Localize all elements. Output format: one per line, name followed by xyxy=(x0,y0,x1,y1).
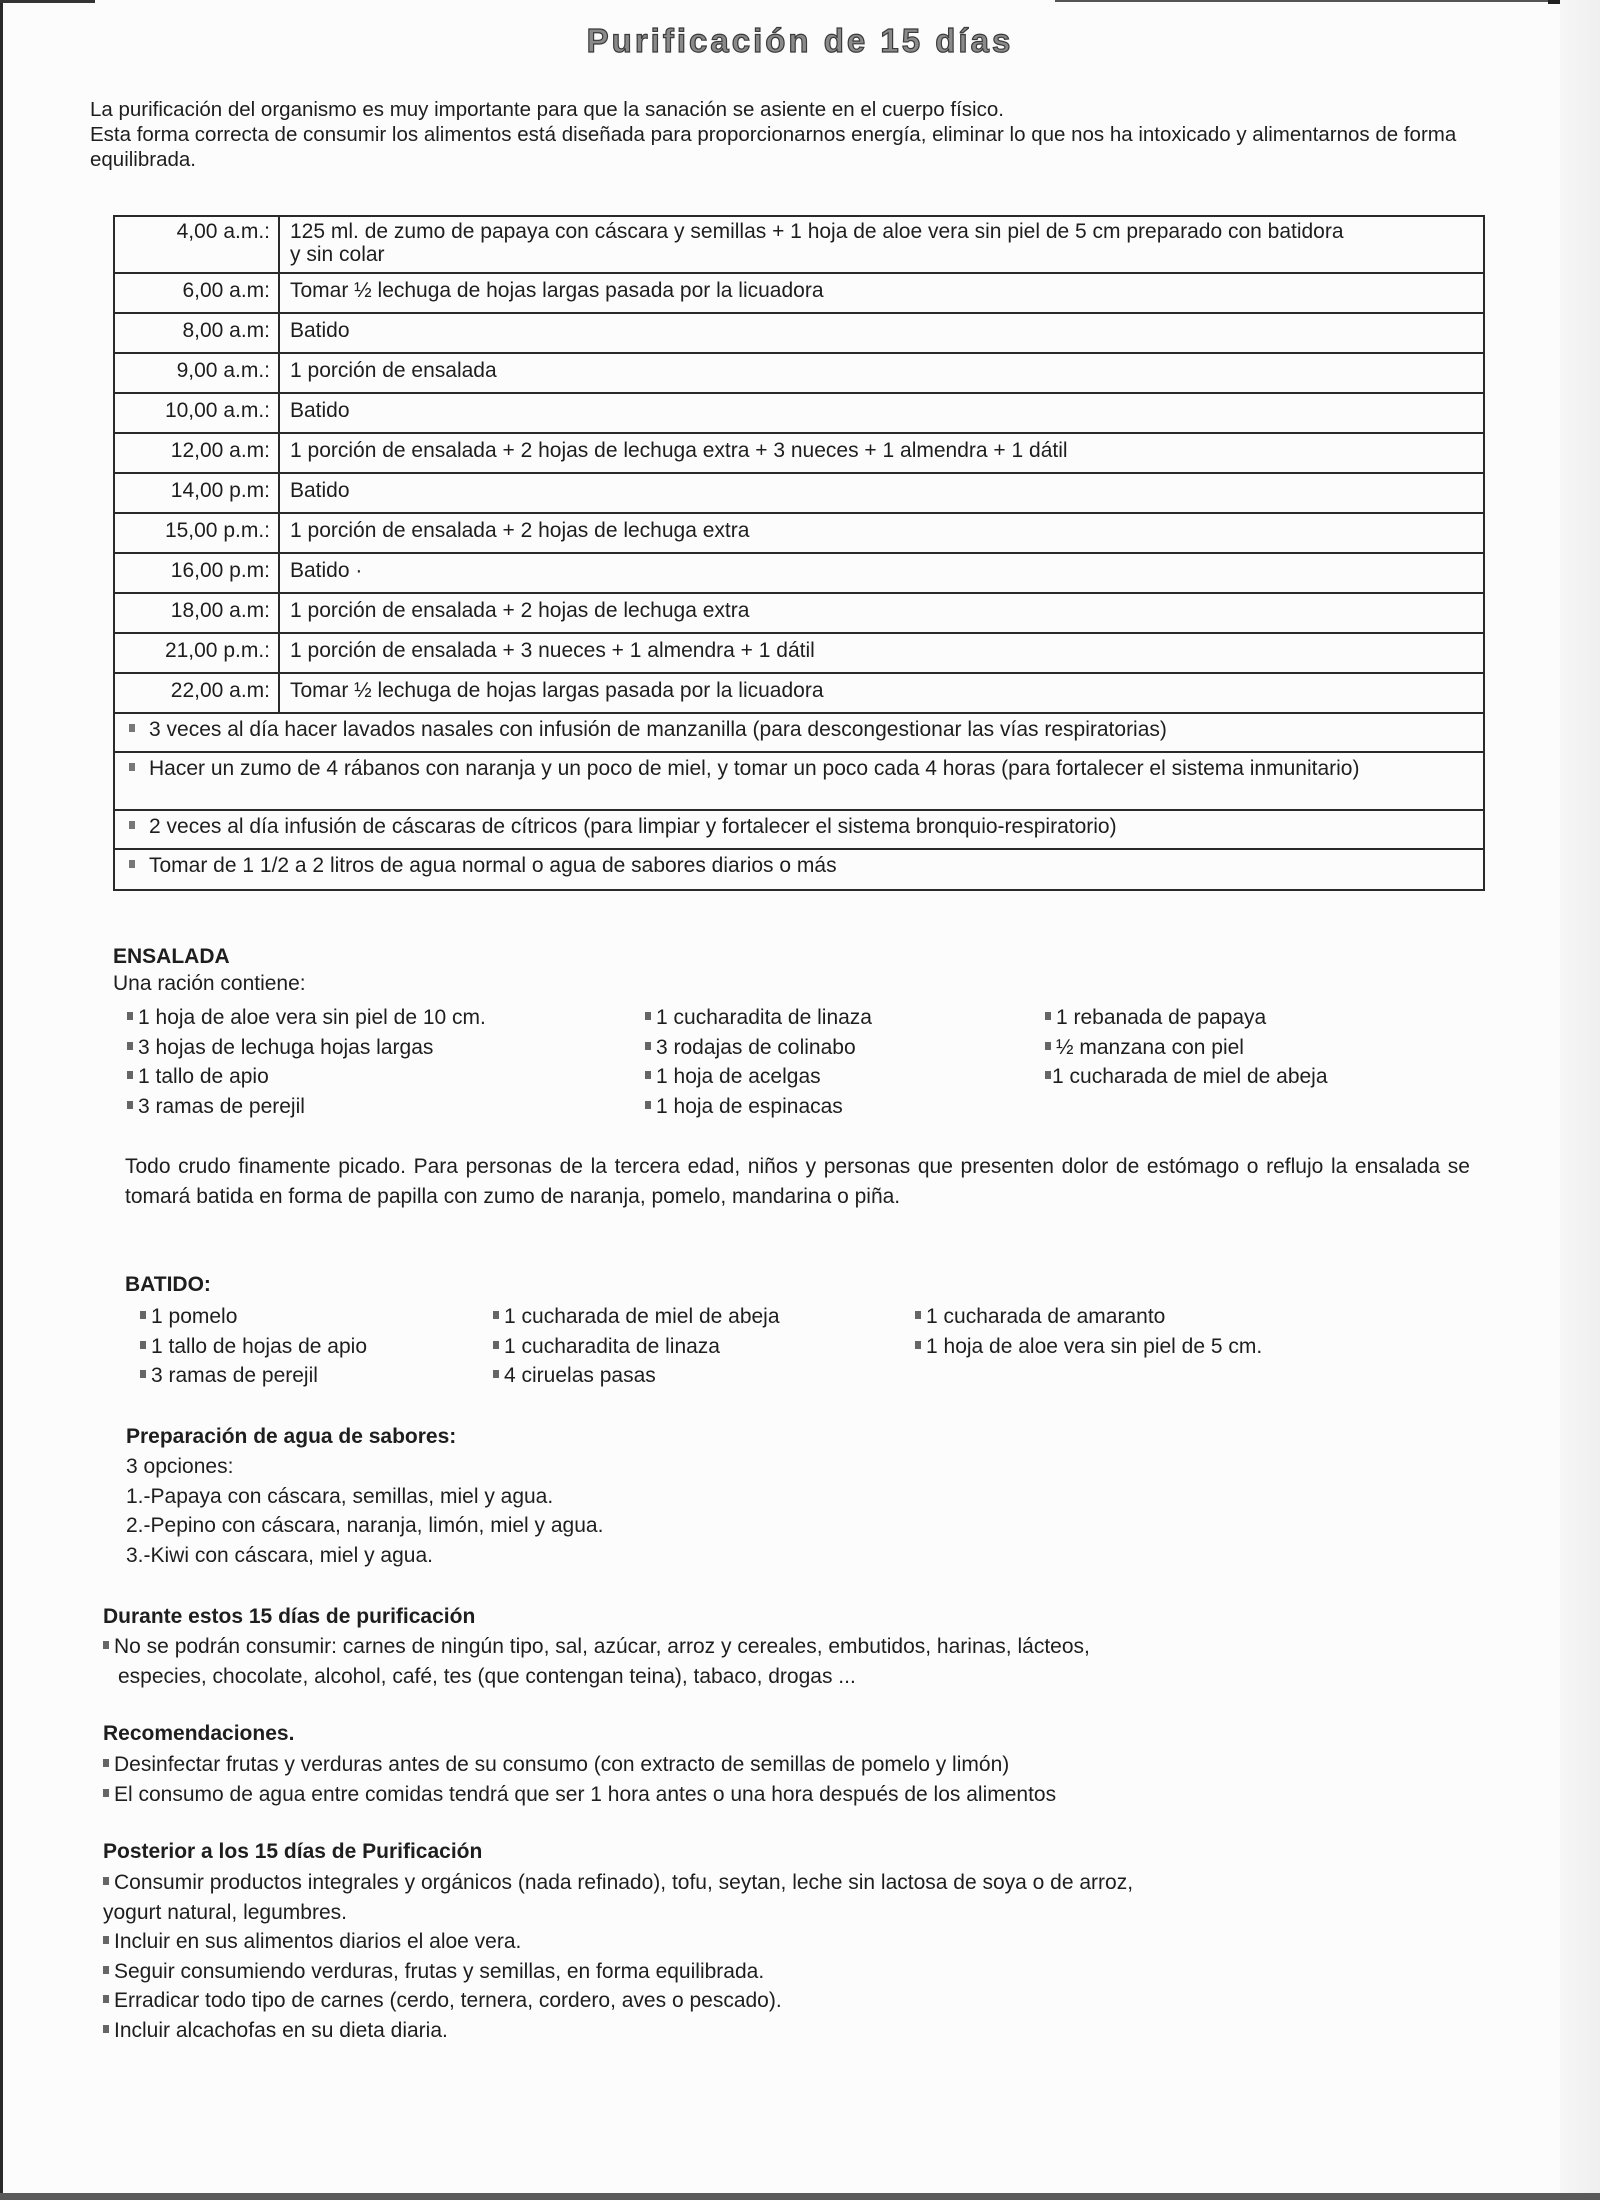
bullet-icon xyxy=(493,1311,499,1319)
note-cell xyxy=(114,849,1484,890)
intro-line: La purificación del organismo es muy importante para que la sanación se asiente en el cuerpo físico. xyxy=(90,98,1004,121)
time-cell: 8,00 a.m: xyxy=(114,313,279,353)
time-cell: 16,00 p.m: xyxy=(114,553,279,593)
list-item: Incluir alcachofas en su dieta diaria. xyxy=(103,2016,1133,2046)
time-cell: 14,00 p.m: xyxy=(114,473,279,513)
list-item: 1 hoja de espinacas xyxy=(645,1092,872,1122)
time-cell: 10,00 a.m.: xyxy=(114,393,279,433)
bullet-icon xyxy=(103,1936,109,1944)
bullet-icon xyxy=(127,1012,133,1020)
list-item: 1 tallo de apio xyxy=(127,1062,486,1092)
desc-cell: 1 porción de ensalada + 2 hojas de lechuga extra xyxy=(279,593,1484,633)
ensalada-column-3 xyxy=(1045,1003,1328,1092)
table-row xyxy=(114,473,1484,513)
table-row xyxy=(114,633,1484,673)
list-item: 3 rodajas de colinabo xyxy=(645,1033,872,1063)
bullet-icon xyxy=(645,1042,651,1050)
time-cell: 6,00 a.m: xyxy=(114,273,279,313)
desc-cell: 1 porción de ensalada + 3 nueces + 1 almendra + 1 dátil xyxy=(279,633,1484,673)
note-cell xyxy=(114,752,1484,810)
list-item: 4 ciruelas pasas xyxy=(493,1361,780,1391)
table-row xyxy=(114,273,1484,313)
list-item: Seguir consumiendo verduras, frutas y semillas, en forma equilibrada. xyxy=(103,1957,1133,1987)
bullet-icon xyxy=(129,821,135,829)
batido-column-3 xyxy=(915,1302,1262,1361)
bullet-icon xyxy=(645,1071,651,1079)
note-row xyxy=(114,752,1484,810)
list-item: 3 ramas de perejil xyxy=(140,1361,367,1391)
bullet-icon xyxy=(493,1341,499,1349)
ensalada-column-1 xyxy=(127,1003,486,1121)
list-item: ½ manzana con piel xyxy=(1045,1033,1328,1063)
time-cell: 22,00 a.m: xyxy=(114,673,279,713)
posterior-list xyxy=(103,1868,1133,2045)
desc-cell: Batido xyxy=(279,393,1484,433)
ensalada-heading: ENSALADA xyxy=(113,945,230,968)
table-row xyxy=(114,553,1484,593)
durante-heading: Durante estos 15 días de purificación xyxy=(103,1605,476,1628)
list-item: 1 cucharada de amaranto xyxy=(915,1302,1262,1332)
list-item: 1 tallo de hojas de apio xyxy=(140,1332,367,1362)
bullet-icon xyxy=(103,1877,109,1885)
options-intro: 3 opciones: xyxy=(126,1455,234,1478)
time-cell: 15,00 p.m.: xyxy=(114,513,279,553)
batido-column-1 xyxy=(140,1302,367,1391)
bullet-icon xyxy=(103,2025,109,2033)
bullet-icon xyxy=(1045,1042,1051,1050)
desc-cell: Tomar ½ lechuga de hojas largas pasada por la licuadora xyxy=(279,273,1484,313)
bullet-icon xyxy=(103,1789,109,1797)
list-item-continuation: yogurt natural, legumbres. xyxy=(103,1900,347,1924)
list-item: Desinfectar frutas y verduras antes de su consumo (con extracto de semillas de pomelo y limón) xyxy=(103,1750,1056,1780)
list-item: 1 cucharadita de linaza xyxy=(493,1332,780,1362)
bullet-icon xyxy=(103,1995,109,2003)
desc-cell: Batido xyxy=(279,313,1484,353)
list-item: 1.-Papaya con cáscara, semillas, miel y agua. xyxy=(126,1484,554,1508)
bullet-icon xyxy=(1045,1012,1051,1020)
bullet-icon xyxy=(493,1370,499,1378)
bullet-icon xyxy=(127,1071,133,1079)
scan-edge-top xyxy=(1055,0,1600,2)
list-item: Consumir productos integrales y orgánicos (nada refinado), tofu, seytan, leche sin lactosa de soya o de arroz, xyxy=(103,1868,1133,1898)
scan-edge-bottom xyxy=(0,2193,1600,2200)
list-item: 3 hojas de lechuga hojas largas xyxy=(127,1033,486,1063)
note-text: 2 veces al día infusión de cáscaras de cítricos (para limpiar y fortalecer el sistema bronquio-respiratorio) xyxy=(149,815,1117,838)
note-text: 3 veces al día hacer lavados nasales con infusión de manzanilla (para descongestionar las vías respiratorias) xyxy=(149,718,1167,741)
scan-edge-left xyxy=(0,0,3,2200)
list-item: 3.-Kiwi con cáscara, miel y agua. xyxy=(126,1543,433,1567)
intro-line: Esta forma correcta de consumir los alimentos está diseñada para proporcionarnos energía, eliminar lo que nos ha intoxicado y alimentarnos de forma equilibrada. xyxy=(90,123,1457,171)
time-cell: 12,00 a.m: xyxy=(114,433,279,473)
schedule-table xyxy=(113,215,1485,891)
time-cell: 9,00 a.m.: xyxy=(114,353,279,393)
desc-cell: 1 porción de ensalada + 2 hojas de lechuga extra + 3 nueces + 1 almendra + 1 dátil xyxy=(279,433,1484,473)
note-row xyxy=(114,713,1484,752)
time-cell: 4,00 a.m.: xyxy=(114,216,279,273)
desc-cell: 1 porción de ensalada + 2 hojas de lechuga extra xyxy=(279,513,1484,553)
list-item: 1 hoja de aloe vera sin piel de 5 cm. xyxy=(915,1332,1262,1362)
list-item: 1 cucharada de miel de abeja xyxy=(1045,1062,1328,1092)
list-item: No se podrán consumir: carnes de ningún tipo, sal, azúcar, arroz y cereales, embutidos, harinas, lácteos, xyxy=(103,1632,1090,1662)
bullet-icon xyxy=(129,763,135,771)
table-row xyxy=(114,433,1484,473)
time-cell: 18,00 a.m: xyxy=(114,593,279,633)
list-item: El consumo de agua entre comidas tendrá que ser 1 hora antes o una hora después de los alimentos xyxy=(103,1780,1056,1810)
bullet-icon xyxy=(645,1012,651,1020)
ensalada-note: Todo crudo finamente picado. Para personas de la tercera edad, niños y personas que presenten dolor de estómago o reflujo la ensalada se tomará batida en forma de papilla con zumo de naranja, pomelo, mandarina o piña. xyxy=(125,1155,1470,1208)
desc-cell: Batido · xyxy=(279,553,1484,593)
batido-heading: BATIDO: xyxy=(125,1273,211,1296)
note-text: Hacer un zumo de 4 rábanos con naranja y un poco de miel, y tomar un poco cada 4 horas (para fortalecer el sistema inmunitario) xyxy=(149,757,1360,780)
table-row xyxy=(114,513,1484,553)
bullet-icon xyxy=(103,1641,109,1649)
list-item: 1 cucharada de miel de abeja xyxy=(493,1302,780,1332)
ensalada-subheading: Una ración contiene: xyxy=(113,972,306,995)
table-row xyxy=(114,216,1484,273)
list-item: 1 cucharadita de linaza xyxy=(645,1003,872,1033)
bullet-icon xyxy=(127,1101,133,1109)
page-title: Purificación de 15 días xyxy=(586,22,1014,59)
agua-sabores-heading: Preparación de agua de sabores: xyxy=(126,1425,457,1448)
bullet-icon xyxy=(915,1341,921,1349)
bullet-icon xyxy=(103,1759,109,1767)
desc-cell: Tomar ½ lechuga de hojas largas pasada por la licuadora xyxy=(279,673,1484,713)
desc-cell: 1 porción de ensalada xyxy=(279,353,1484,393)
note-row xyxy=(114,810,1484,849)
recomendaciones-heading: Recomendaciones. xyxy=(103,1722,295,1745)
durante-list xyxy=(103,1632,1090,1691)
note-cell xyxy=(114,713,1484,752)
note-cell xyxy=(114,810,1484,849)
list-item: 1 pomelo xyxy=(140,1302,367,1332)
bullet-icon xyxy=(127,1042,133,1050)
recomendaciones-list xyxy=(103,1750,1056,1809)
posterior-heading: Posterior a los 15 días de Purificación xyxy=(103,1840,483,1863)
list-item: 1 hoja de aloe vera sin piel de 10 cm. xyxy=(127,1003,486,1033)
list-item: 1 rebanada de papaya xyxy=(1045,1003,1328,1033)
bullet-icon xyxy=(129,724,135,732)
bullet-icon xyxy=(140,1341,146,1349)
bullet-icon xyxy=(140,1311,146,1319)
list-item: 2.-Pepino con cáscara, naranja, limón, miel y agua. xyxy=(126,1514,604,1537)
bullet-icon xyxy=(645,1101,651,1109)
table-row xyxy=(114,313,1484,353)
scan-edge-right xyxy=(1560,0,1600,2200)
bullet-icon xyxy=(140,1370,146,1378)
scan-edge-top xyxy=(0,0,95,3)
note-row xyxy=(114,849,1484,890)
time-cell: 21,00 p.m.: xyxy=(114,633,279,673)
list-item-continuation: especies, chocolate, alcohol, café, tes (que contengan teina), tabaco, drogas ... xyxy=(118,1664,856,1688)
list-item: 1 hoja de acelgas xyxy=(645,1062,872,1092)
bullet-icon xyxy=(915,1311,921,1319)
table-row xyxy=(114,673,1484,713)
intro-paragraph xyxy=(90,97,1510,172)
bullet-icon xyxy=(1045,1071,1051,1079)
list-item: Incluir en sus alimentos diarios el aloe vera. xyxy=(103,1927,1133,1957)
bullet-icon xyxy=(129,860,135,868)
table-row xyxy=(114,593,1484,633)
note-text: Tomar de 1 1/2 a 2 litros de agua normal o agua de sabores diarios o más xyxy=(149,854,837,877)
agua-sabores-options xyxy=(126,1452,603,1570)
bullet-icon xyxy=(103,1966,109,1974)
desc-cell: 125 ml. de zumo de papaya con cáscara y semillas + 1 hoja de aloe vera sin piel de 5 cm preparado con batidora y sin colar xyxy=(279,216,1484,273)
table-row xyxy=(114,353,1484,393)
list-item: 3 ramas de perejil xyxy=(127,1092,486,1122)
ensalada-column-2 xyxy=(645,1003,872,1121)
list-item: Erradicar todo tipo de carnes (cerdo, ternera, cordero, aves o pescado). xyxy=(103,1986,1133,2016)
table-row xyxy=(114,393,1484,433)
desc-cell: Batido xyxy=(279,473,1484,513)
batido-column-2 xyxy=(493,1302,780,1391)
